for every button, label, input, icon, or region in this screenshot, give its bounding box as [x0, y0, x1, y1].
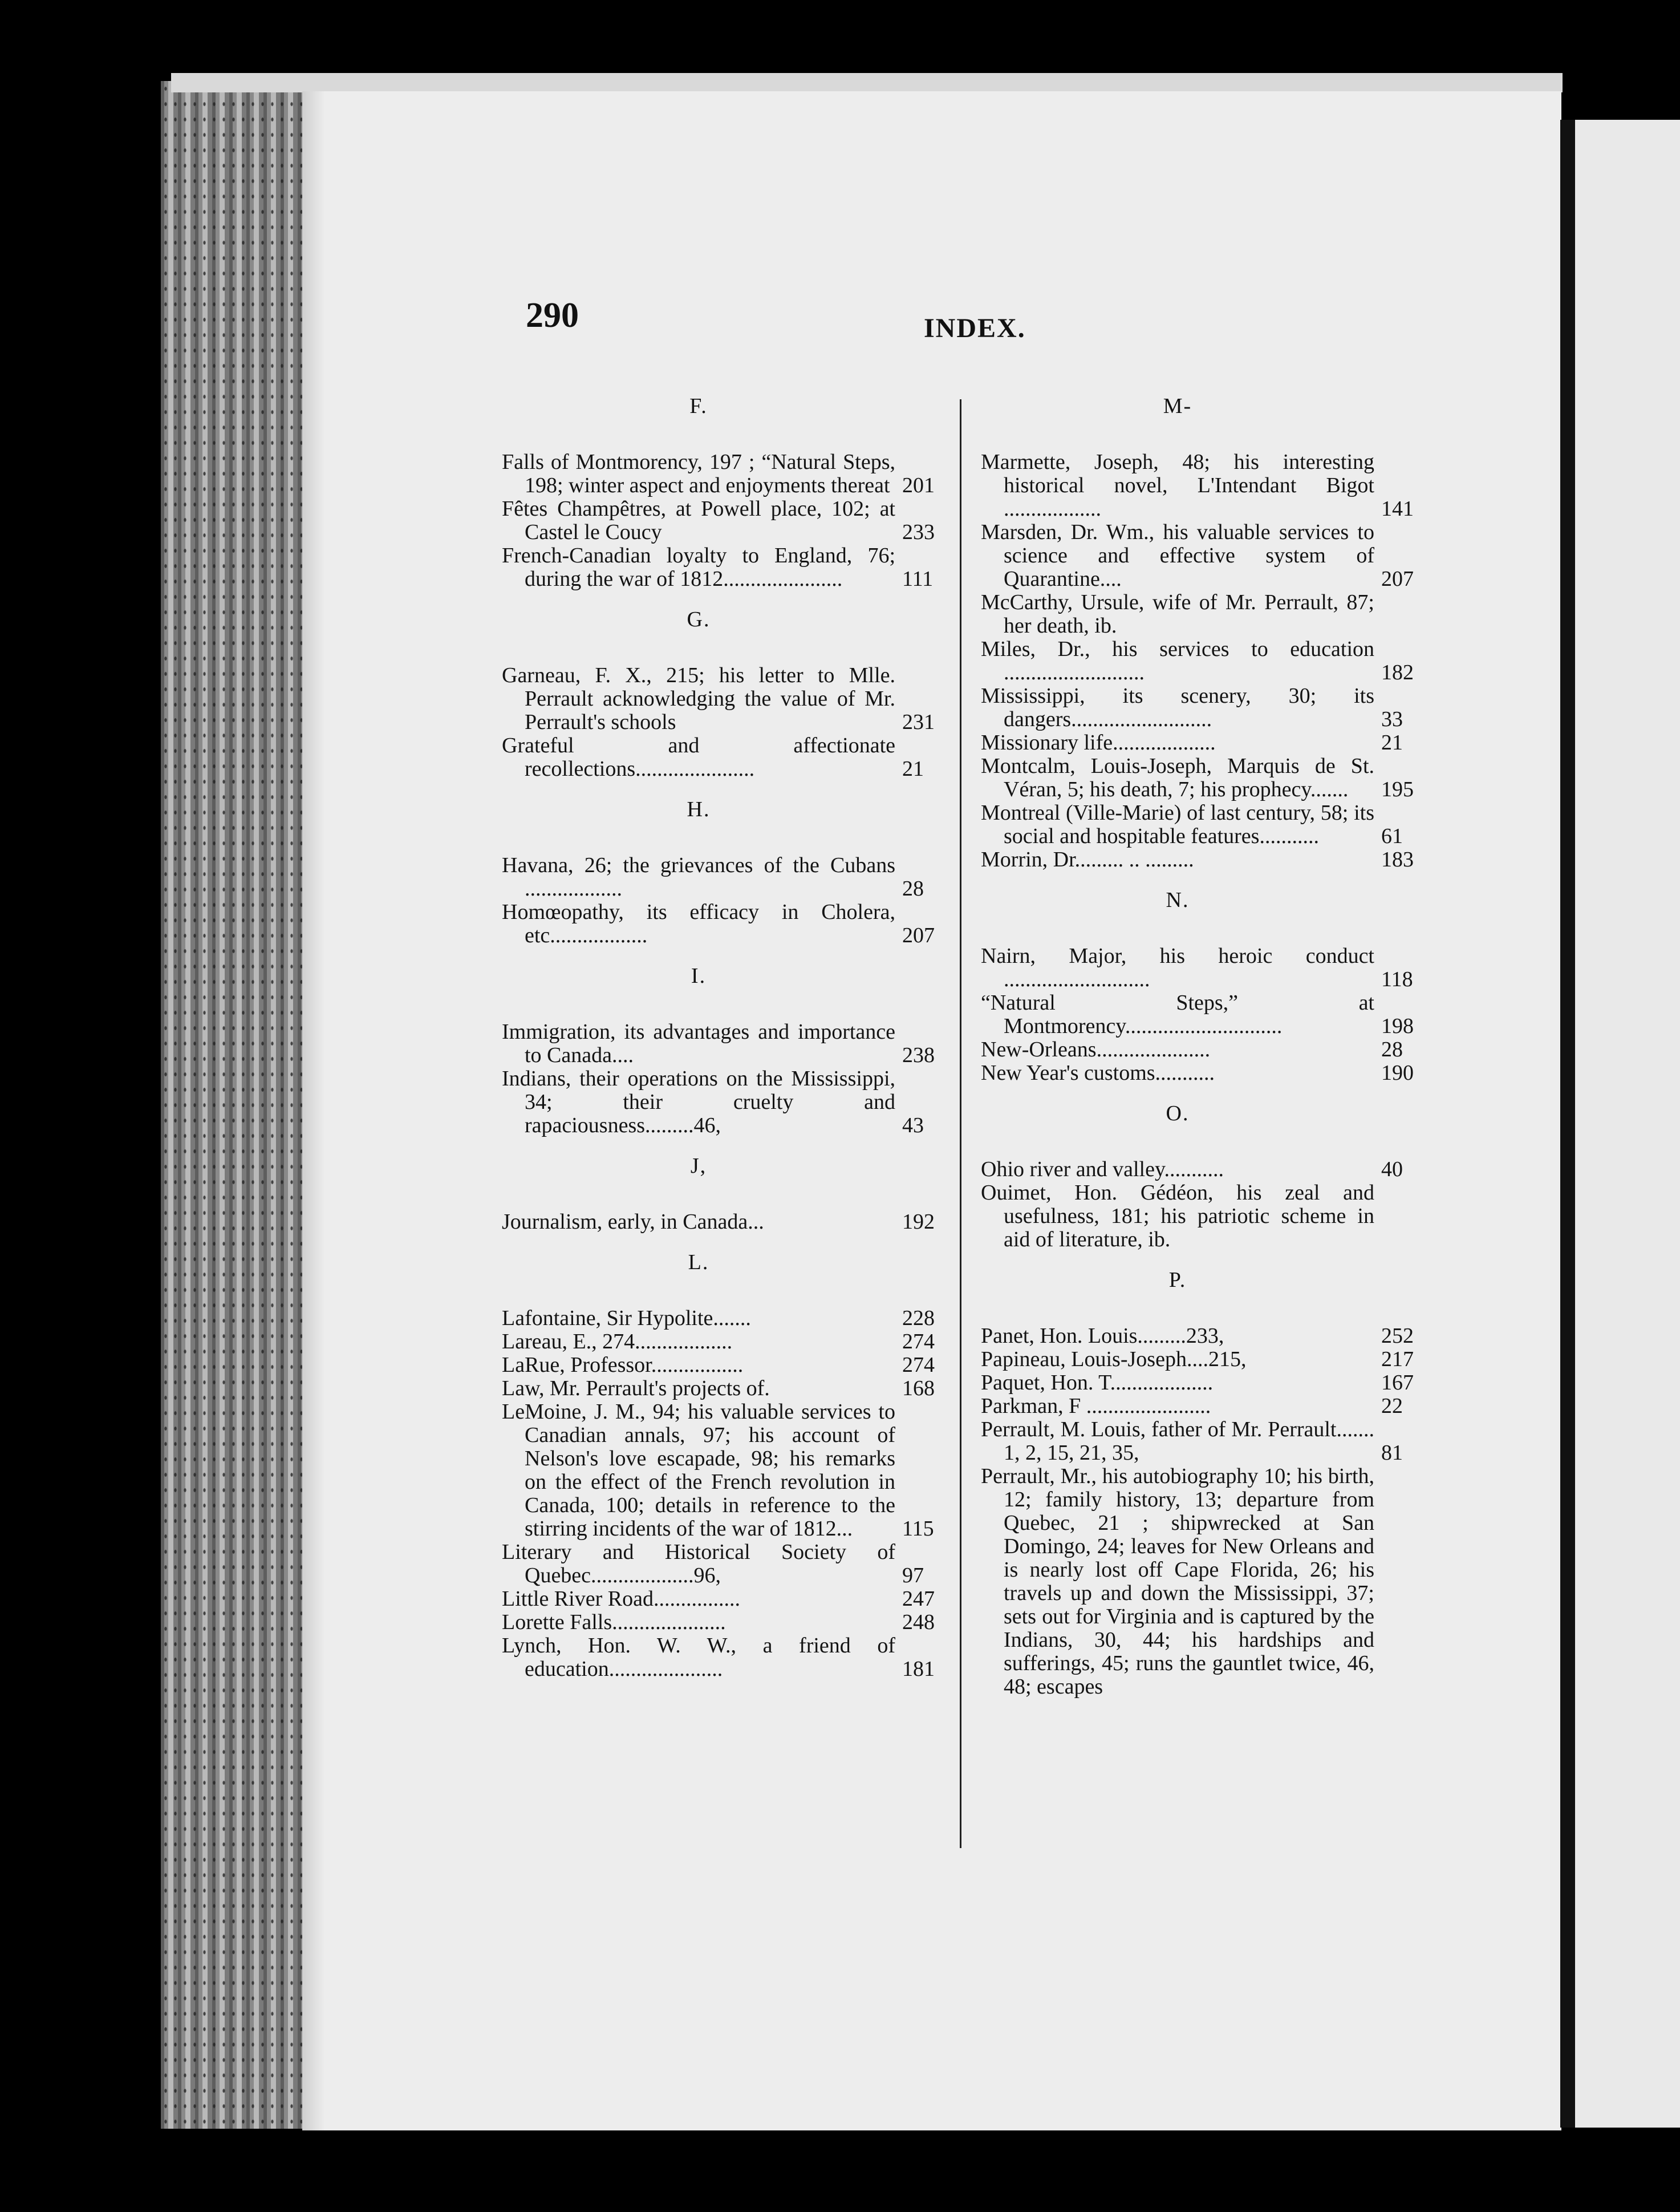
entry-page-number: 28: [902, 877, 924, 901]
index-entry: [981, 1038, 1403, 1062]
entry-text: Marmette, Joseph, 48; his interesting historical novel, L'Intendant Bigot ..................: [981, 450, 1374, 521]
entry-text: Morrin, Dr......... .. .........: [981, 848, 1194, 872]
index-entry: [981, 1347, 1414, 1371]
entry-page-number: 111: [902, 567, 934, 591]
index-entry: [981, 1417, 1403, 1465]
index-entry: [502, 1020, 935, 1067]
index-section: [502, 607, 935, 781]
index-entry: [981, 1465, 1374, 1699]
index-column-left: [502, 382, 935, 1899]
index-entry: [502, 1610, 935, 1634]
index-entry: [981, 944, 1413, 991]
entry-page-number: 233: [902, 520, 935, 544]
index-section: [502, 797, 935, 947]
facing-page-edge: [1575, 120, 1680, 2128]
index-entry: [502, 663, 935, 734]
entry-page-number: 228: [902, 1306, 935, 1330]
index-entry: [502, 497, 935, 544]
entry-text: Garneau, F. X., 215; his letter to Mlle. Perrault acknowledging the value of Mr. Perrault's schools: [502, 663, 895, 734]
entry-page-number: 201: [902, 473, 935, 497]
entry-text: Mississippi, its scenery, 30; its dangers..........................: [981, 684, 1374, 731]
entry-page-number: 247: [902, 1587, 935, 1611]
index-entry: [502, 1067, 924, 1137]
index-entry: [502, 1634, 935, 1681]
index-entry: [981, 1181, 1374, 1251]
index-entry: [981, 848, 1414, 872]
index-entry: [981, 1061, 1414, 1085]
section-letter: G.: [687, 607, 711, 631]
entry-page-number: 21: [902, 757, 924, 781]
entry-text: Montcalm, Louis-Joseph, Marquis de St. Véran, 5; his death, 7; his prophecy.......: [981, 754, 1374, 801]
index-entry: [981, 991, 1414, 1038]
entry-page-number: 81: [1381, 1441, 1403, 1465]
entry-text: Panet, Hon. Louis.........233,: [981, 1324, 1224, 1348]
entry-page-number: 40: [1381, 1157, 1403, 1181]
index-entry: [502, 1210, 935, 1234]
entry-text: Homœopathy, its efficacy in Cholera, etc..................: [502, 900, 895, 947]
entry-text: “Natural Steps,” at Montmorency.............................: [981, 991, 1374, 1038]
running-head: INDEX.: [924, 313, 1026, 343]
index-section: [502, 394, 935, 591]
section-letter: M-: [1163, 394, 1192, 418]
index-entry: [981, 801, 1403, 848]
entry-page-number: 167: [1381, 1371, 1414, 1395]
entry-page-number: 231: [902, 710, 935, 734]
entry-text: LaRue, Professor.................: [502, 1353, 744, 1377]
entry-page-number: 43: [902, 1113, 924, 1137]
entry-page-number: 168: [902, 1376, 935, 1400]
entry-text: Fêtes Champêtres, at Powell place, 102; at Castel le Coucy: [502, 497, 895, 544]
page-top-edge: [171, 73, 1563, 92]
entry-page-number: 21: [1381, 731, 1403, 755]
entry-text: Little River Road................: [502, 1587, 740, 1611]
index-entry: [502, 1353, 935, 1377]
index-section: [502, 1153, 935, 1234]
entry-text: Perrault, Mr., his autobiography 10; his birth, 12; family history, 13; departure from Quebec, 21 ; shipwrecked at San Domingo, 24; leaves for New Orleans and is nearly lost off Cape Florida, 26; his travels up and down the Mississippi, 37; sets out for Virginia and is captured by the Indians, 30, 44; his hardships and sufferings, 45; runs the gauntlet twice, 46, 48; escapes: [981, 1464, 1374, 1699]
index-entry: [502, 1400, 934, 1541]
entry-text: New Year's customs...........: [981, 1061, 1215, 1085]
section-letter: P.: [1168, 1268, 1187, 1292]
index-entry: [502, 900, 935, 947]
entry-page-number: 182: [1381, 661, 1414, 684]
section-letter: L.: [688, 1250, 709, 1274]
entry-text: Journalism, early, in Canada...: [502, 1210, 764, 1234]
entry-page-number: 28: [1381, 1038, 1403, 1062]
index-column-right: [981, 382, 1414, 1899]
entry-text: Papineau, Louis-Joseph....215,: [981, 1347, 1247, 1371]
page-gap: [1560, 120, 1575, 2128]
entry-text: Literary and Historical Society of Quebec...................96,: [502, 1540, 895, 1587]
entry-text: French-Canadian loyalty to England, 76; during the war of 1812......................: [502, 544, 895, 591]
entry-text: Law, Mr. Perrault's projects of.: [502, 1376, 770, 1400]
entry-text: Grateful and affectionate recollections......................: [502, 734, 895, 781]
index-entry: [502, 853, 924, 901]
section-letter: J,: [690, 1154, 707, 1178]
index-entry: [502, 1376, 935, 1400]
index-entry: [981, 591, 1374, 638]
index-entry: [502, 1587, 935, 1611]
entry-text: Perrault, M. Louis, father of Mr. Perrault....... 1, 2, 15, 21, 35,: [981, 1417, 1374, 1465]
entry-text: Ouimet, Hon. Gédéon, his zeal and usefulness, 181; his patriotic scheme in aid of literature, ib.: [981, 1181, 1374, 1251]
entry-page-number: 61: [1381, 824, 1403, 848]
index-entry: [981, 754, 1414, 801]
index-entry: [502, 1306, 935, 1330]
index-entry: [981, 1157, 1403, 1181]
index-entry: [981, 520, 1414, 591]
entry-page-number: 238: [902, 1043, 935, 1067]
entry-page-number: 192: [902, 1210, 935, 1234]
entry-text: Missionary life...................: [981, 731, 1216, 755]
section-letter: F.: [689, 394, 708, 418]
entry-page-number: 274: [902, 1353, 935, 1377]
entry-text: Immigration, its advantages and importance to Canada....: [502, 1020, 895, 1067]
index-entry: [981, 450, 1414, 521]
entry-text: Paquet, Hon. T...................: [981, 1371, 1214, 1395]
index-entry: [981, 1371, 1414, 1395]
entry-page-number: 118: [1381, 967, 1413, 991]
entry-text: Ohio river and valley...........: [981, 1157, 1224, 1181]
entry-text: Havana, 26; the grievances of the Cubans ..................: [502, 853, 895, 901]
entry-text: New-Orleans.....................: [981, 1038, 1211, 1062]
index-entry: [502, 544, 934, 591]
index-section: [981, 1101, 1403, 1251]
section-letter: O.: [1166, 1101, 1190, 1125]
index-entry: [502, 1540, 924, 1587]
entry-text: Miles, Dr., his services to education ..........................: [981, 637, 1374, 684]
entry-text: Lafontaine, Sir Hypolite.......: [502, 1306, 751, 1330]
entry-page-number: 198: [1381, 1014, 1414, 1038]
entry-page-number: 115: [902, 1517, 934, 1541]
gutter-shadow: [302, 91, 325, 2130]
index-entry: [981, 731, 1403, 755]
entry-page-number: 183: [1381, 848, 1414, 872]
index-entry: [502, 1330, 935, 1354]
entry-text: Lorette Falls.....................: [502, 1610, 726, 1634]
book-edge-speckle: [161, 81, 302, 2129]
index-section: [502, 1250, 935, 1681]
entry-page-number: 97: [902, 1563, 924, 1587]
entry-page-number: 217: [1381, 1347, 1414, 1371]
entry-text: Parkman, F .......................: [981, 1394, 1211, 1418]
entry-page-number: 248: [902, 1610, 935, 1634]
index-section: [981, 394, 1414, 872]
entry-page-number: 141: [1381, 497, 1414, 521]
index-entry: [502, 734, 924, 781]
entry-text: Indians, their operations on the Mississippi, 34; their cruelty and rapaciousness.........46,: [502, 1067, 895, 1137]
entry-page-number: 207: [902, 923, 935, 947]
section-letter: I.: [691, 964, 707, 988]
entry-text: LeMoine, J. M., 94; his valuable services to Canadian annals, 97; his account of Nelson's love escapade, 98; his remarks on the effect of the French revolution in Canada, 100; details in reference to the stirring incidents of the war of 1812...: [502, 1400, 895, 1541]
entry-page-number: 252: [1381, 1324, 1414, 1348]
entry-page-number: 195: [1381, 777, 1414, 801]
entry-page-number: 22: [1381, 1394, 1403, 1418]
column-rule: [960, 399, 961, 1848]
index-entry: [981, 1394, 1403, 1418]
entry-text: Marsden, Dr. Wm., his valuable services to science and effective system of Quarantine....: [981, 520, 1374, 591]
index-entry: [981, 1324, 1414, 1348]
entry-text: Lareau, E., 274..................: [502, 1330, 733, 1354]
entry-page-number: 190: [1381, 1061, 1414, 1085]
entry-text: McCarthy, Ursule, wife of Mr. Perrault, 87; her death, ib.: [981, 590, 1374, 638]
entry-page-number: 33: [1381, 707, 1403, 731]
section-letter: N.: [1166, 888, 1190, 912]
index-entry: [981, 684, 1403, 731]
page-number: 290: [526, 296, 579, 335]
entry-page-number: 274: [902, 1330, 935, 1354]
entry-text: Nairn, Major, his heroic conduct ...........................: [981, 944, 1374, 991]
entry-text: Lynch, Hon. W. W., a friend of education.....................: [502, 1634, 895, 1681]
index-section: [981, 888, 1414, 1085]
index-entry: [502, 450, 935, 497]
index-section: [502, 963, 935, 1137]
entry-text: Falls of Montmorency, 197 ; “Natural Steps, 198; winter aspect and enjoyments thereat: [502, 450, 895, 497]
index-section: [981, 1267, 1414, 1699]
entry-page-number: 207: [1381, 567, 1414, 591]
entry-text: Montreal (Ville-Marie) of last century, 58; its social and hospitable features...........: [981, 801, 1374, 848]
entry-page-number: 181: [902, 1657, 935, 1681]
section-letter: H.: [687, 797, 711, 821]
index-entry: [981, 637, 1414, 684]
